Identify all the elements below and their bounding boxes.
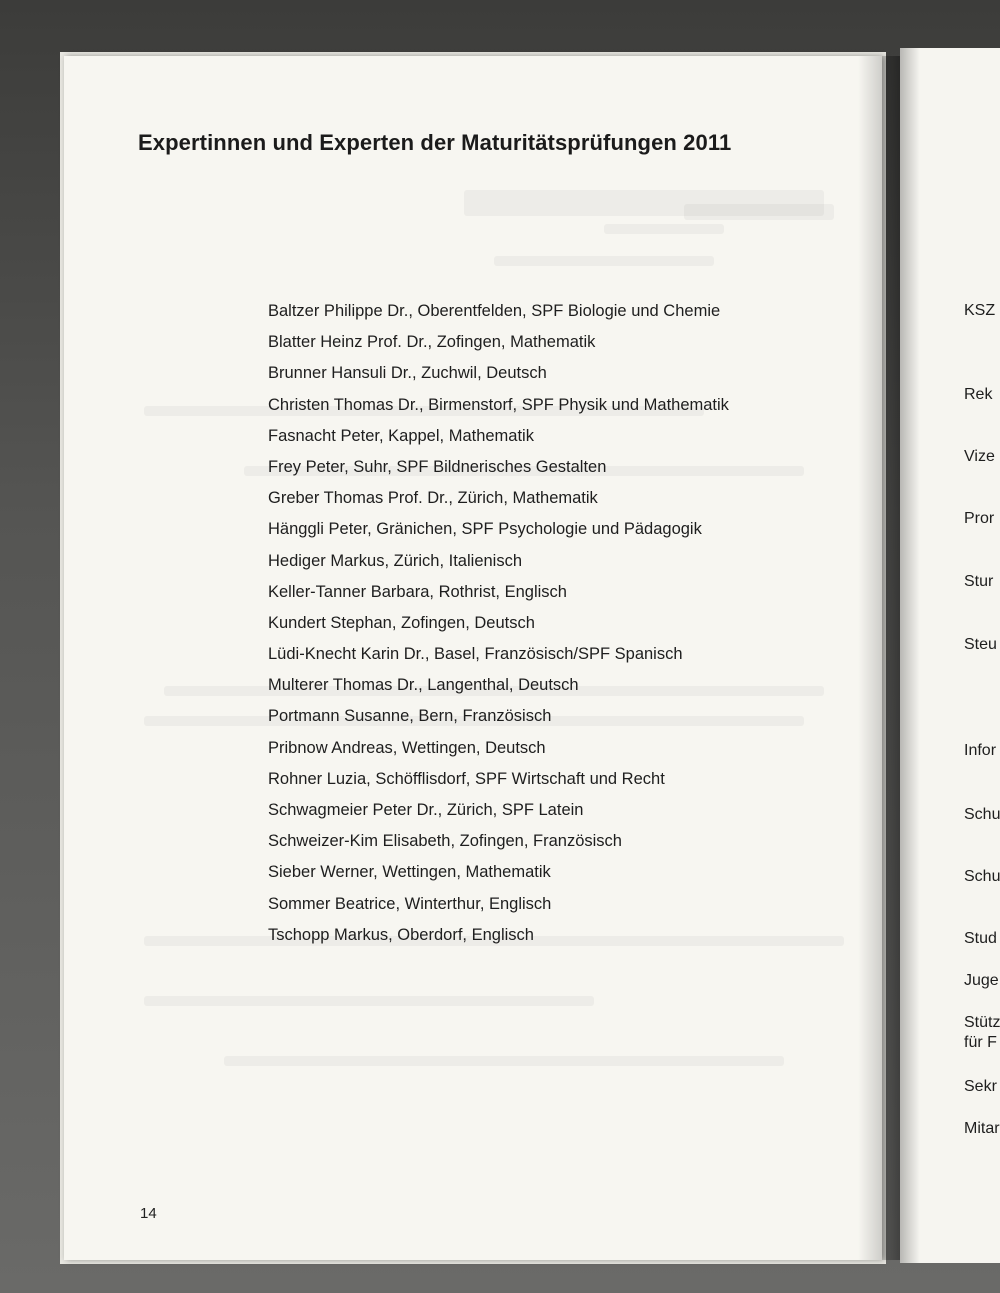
right-page-shadow — [900, 48, 920, 1263]
right-page-label: Schu — [964, 806, 1000, 823]
page-number: 14 — [140, 1205, 157, 1222]
right-page-label: für F — [964, 1034, 997, 1051]
list-item: Christen Thomas Dr., Birmenstorf, SPF Physik und Mathematik — [268, 395, 729, 414]
list-item: Keller-Tanner Barbara, Rothrist, Englisch — [268, 582, 567, 601]
right-page-label: Steu — [964, 636, 997, 653]
expert-list — [268, 300, 729, 955]
book-gutter — [858, 56, 906, 1260]
right-page-label: Juge — [964, 972, 999, 989]
right-page-label: Vize — [964, 448, 995, 465]
list-item: Hänggli Peter, Gränichen, SPF Psychologie und Pädagogik — [268, 520, 702, 539]
right-page-label: KSZ — [964, 302, 996, 319]
list-item: Fasnacht Peter, Kappel, Mathematik — [268, 426, 534, 445]
list-item: Schwagmeier Peter Dr., Zürich, SPF Latein — [268, 801, 584, 819]
list-item: Frey Peter, Suhr, SPF Bildnerisches Gestalten — [268, 457, 607, 476]
right-page-label: Stur — [964, 573, 994, 590]
page-title: Expertinnen und Experten der Maturitätsprüfungen 2011 — [138, 130, 732, 155]
right-page-label: Stud — [964, 930, 997, 947]
list-item: Baltzer Philippe Dr., Oberentfelden, SPF Biologie und Chemie — [268, 302, 721, 320]
list-item: Kundert Stephan, Zofingen, Deutsch — [268, 613, 535, 632]
list-item: Brunner Hansuli Dr., Zuchwil, Deutsch — [268, 364, 547, 383]
list-item: Rohner Luzia, Schöfflisdorf, SPF Wirtschaft und Recht — [268, 769, 665, 788]
list-item: Lüdi-Knecht Karin Dr., Basel, Französisch/SPF Spanisch — [268, 645, 683, 664]
list-item: Blatter Heinz Prof. Dr., Zofingen, Mathematik — [268, 333, 596, 352]
right-page-label: Mitar — [964, 1120, 1000, 1137]
list-item: Pribnow Andreas, Wettingen, Deutsch — [268, 738, 546, 757]
list-item: Sommer Beatrice, Winterthur, Englisch — [268, 894, 552, 913]
right-page-label: Infor — [964, 742, 997, 759]
list-item: Tschopp Markus, Oberdorf, Englisch — [268, 925, 534, 944]
right-page-label: Schu — [964, 868, 1000, 885]
list-item: Portmann Susanne, Bern, Französisch — [268, 707, 552, 726]
right-page-label: Rek — [964, 386, 993, 403]
list-item: Multerer Thomas Dr., Langenthal, Deutsch — [268, 676, 579, 695]
list-item: Sieber Werner, Wettingen, Mathematik — [268, 863, 551, 882]
list-item: Greber Thomas Prof. Dr., Zürich, Mathematik — [268, 489, 598, 508]
list-item: Hediger Markus, Zürich, Italienisch — [268, 551, 523, 570]
right-page-label: Sekr — [964, 1078, 997, 1095]
right-page — [900, 48, 1000, 1263]
list-item: Schweizer-Kim Elisabeth, Zofingen, Französisch — [268, 832, 622, 851]
right-page-label: Stütz — [964, 1014, 1000, 1031]
right-page-label: Pror — [964, 510, 995, 527]
